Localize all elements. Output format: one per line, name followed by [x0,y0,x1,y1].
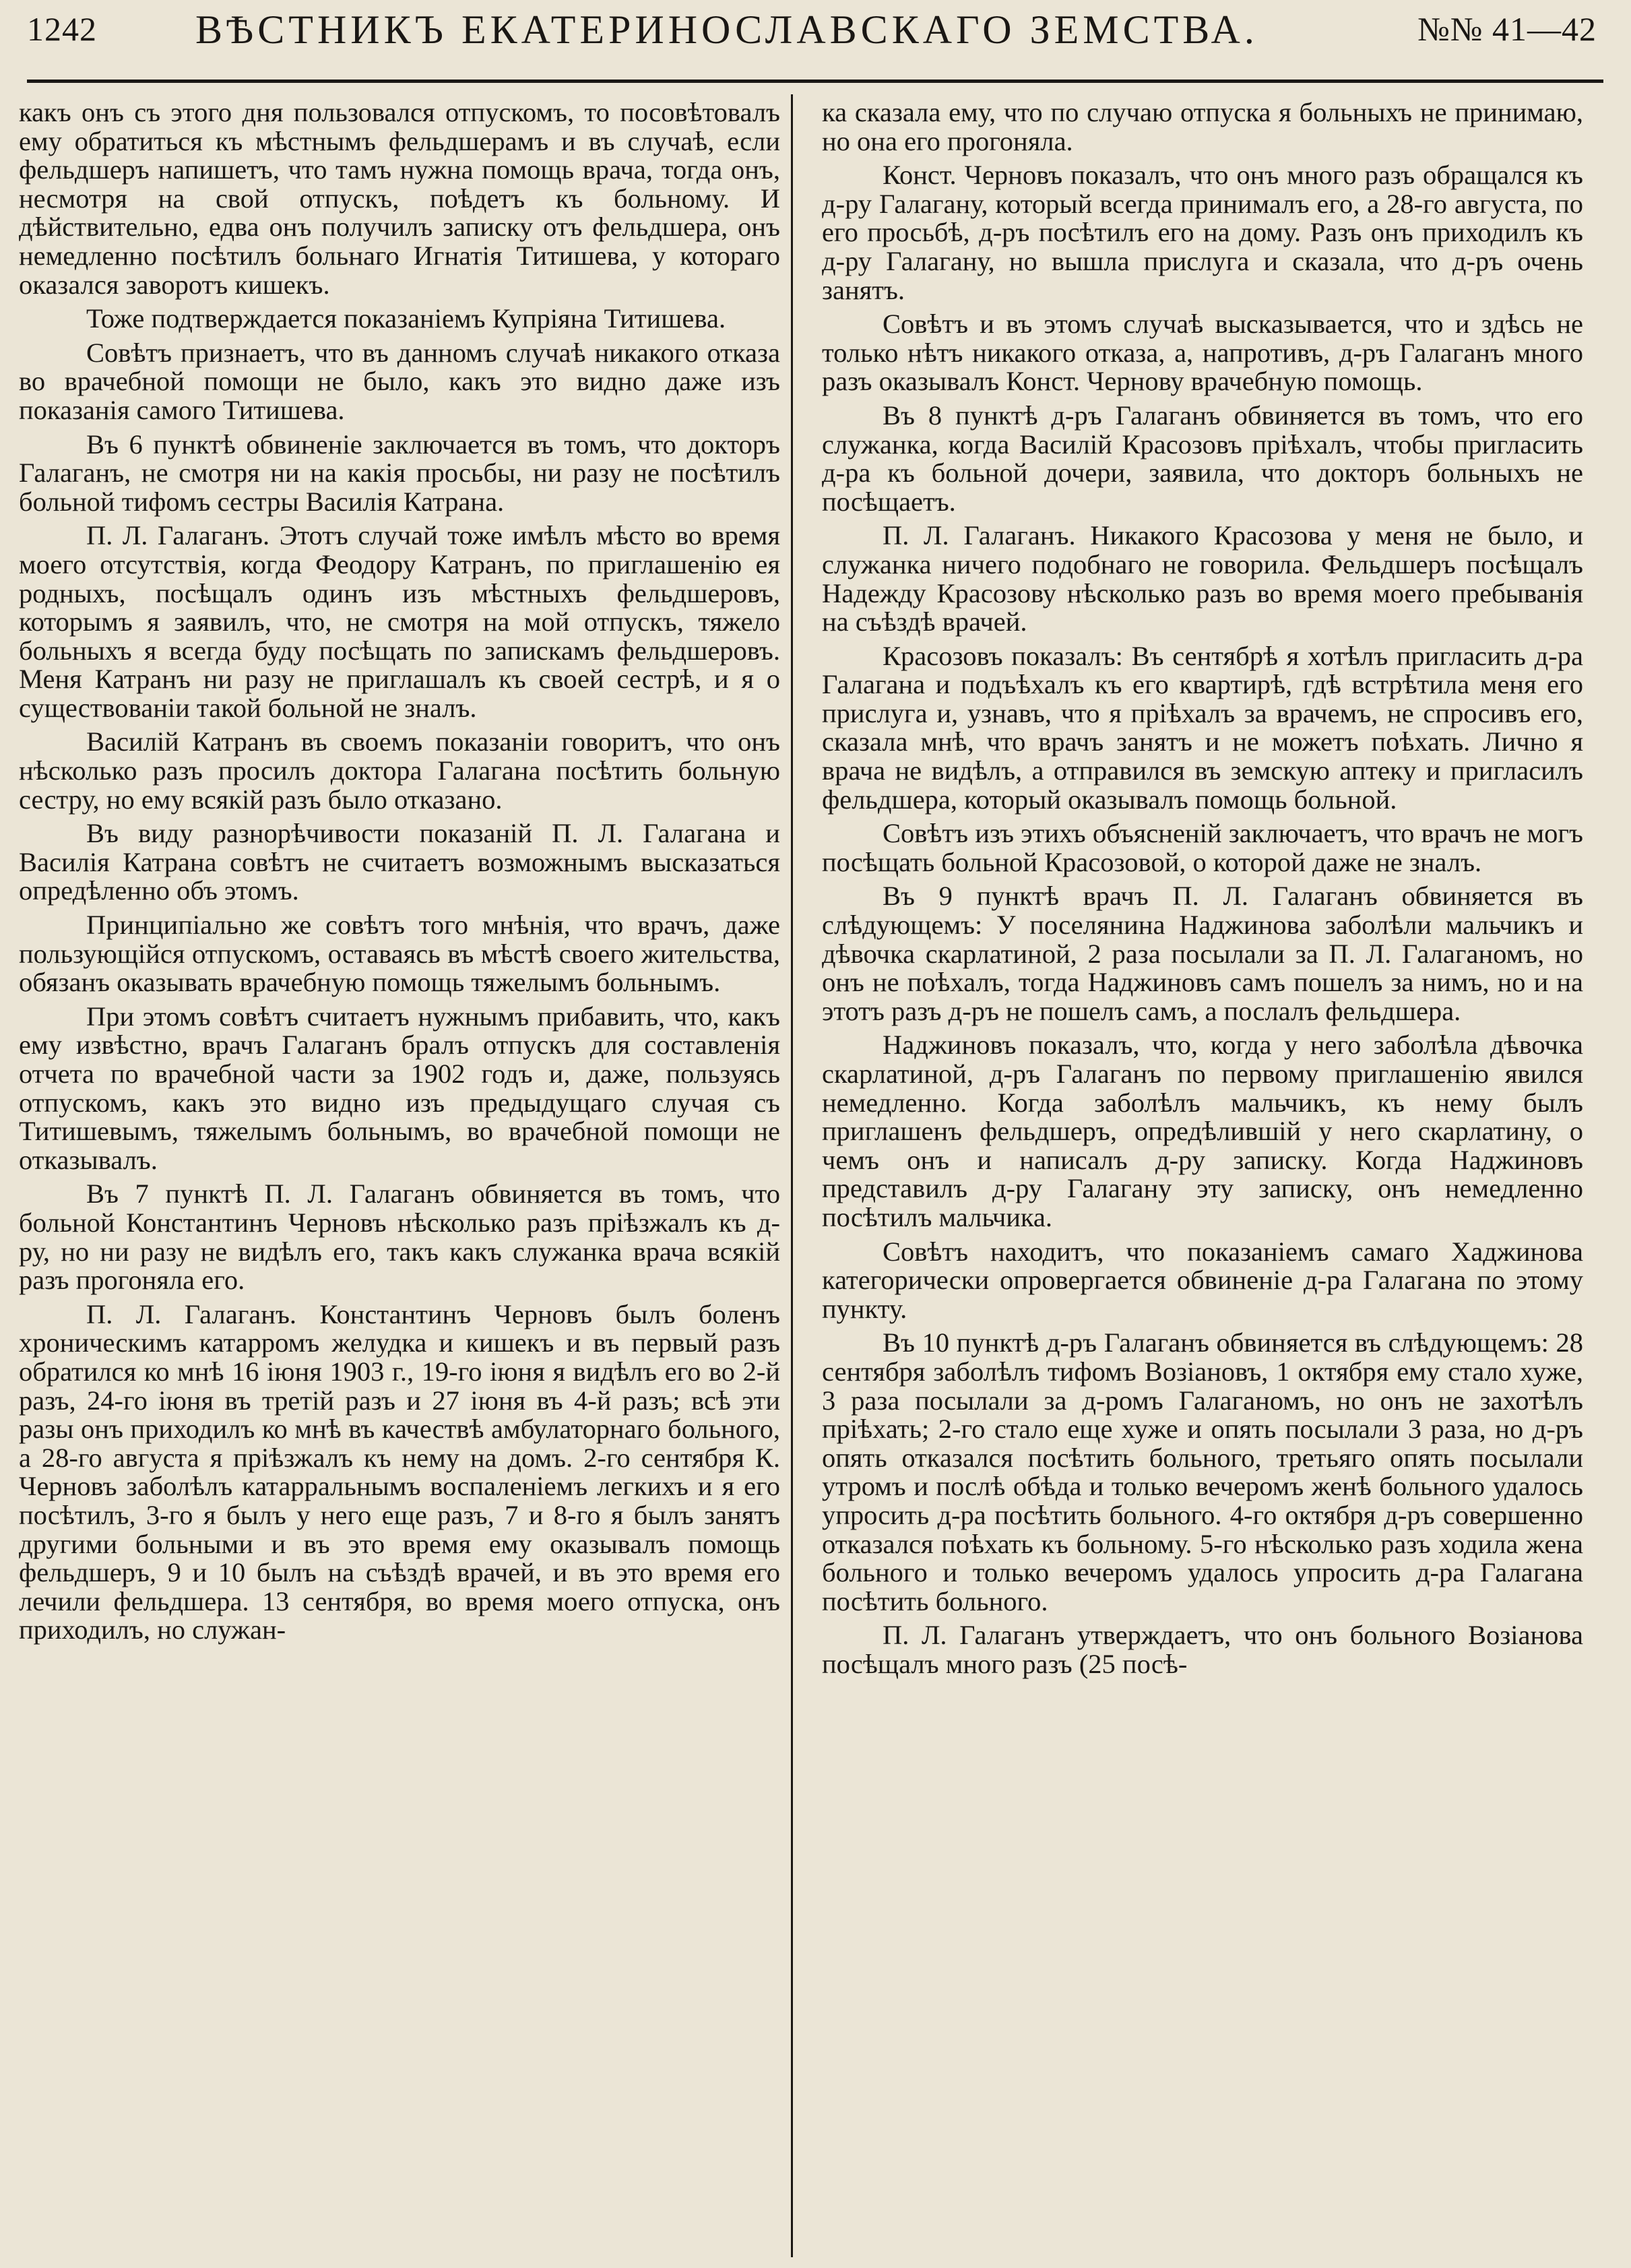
paragraph: Въ виду разнорѣчивости показаній П. Л. Галагана и Василія Катрана совѣтъ не считаетъ возможнымъ высказаться опредѣленно объ этомъ. [19,818,780,906]
issue-number: №№ 41—42 [1417,10,1597,48]
paragraph: Красозовъ показалъ: Въ сентябрѣ я хотѣлъ пригласить д-ра Галагана и подъѣхалъ къ его квартирѣ, гдѣ встрѣтила меня его прислуга и, узнавъ, что я пріѣхалъ за врачемъ, не спросивъ его, сказала мнѣ, что врачъ занятъ и не можетъ поѣхать. Лично я врача не видѣлъ, а отправился въ земскую аптеку и пригласилъ фельдшера, который оказывалъ помощь больной. [822,640,1583,815]
paragraph: Наджиновъ показалъ, что, когда у него заболѣла дѣвочка скарлатиной, д-ръ Галаганъ по первому приглашенію явился немедленно. Когда заболѣлъ мальчикъ, къ нему былъ приглашенъ фельдшеръ, опредѣлившій у него скарлатину, о чемъ онъ и написалъ д-ру записку. Когда Наджиновъ представилъ д-ру Галагану эту записку, онъ немедленно посѣтилъ мальчика. [822,1030,1583,1232]
paragraph: Въ 6 пунктѣ обвиненіе заключается въ томъ, что докторъ Галаганъ, не смотря ни на какія просьбы, ни разу не посѣтилъ больной тифомъ сестры Василія Катрана. [19,429,780,517]
column-divider [791,94,793,2257]
paragraph: Въ 7 пунктѣ П. Л. Галаганъ обвиняется въ томъ, что больной Константинъ Черновъ нѣсколько разъ пріѣзжалъ къ д-ру, но ни разу не видѣлъ его, такъ какъ служанка врача всякій разъ прогоняла его. [19,1178,780,1296]
paragraph: какъ онъ съ этого дня пользовался отпускомъ, то посовѣтовалъ ему обратиться къ мѣстнымъ фельдшерамъ и въ случаѣ, если фельдшеръ напишетъ, что тамъ нужна помощь врача, тогда онъ, несмотря на свой отпускъ, поѣдетъ къ больному. И дѣйствительно, едва онъ получилъ записку отъ фельдшера, онъ немедленно посѣтилъ больнаго Игнатія Титишева, у котораго оказался заворотъ кишекъ. [19,98,780,300]
paragraph: Совѣтъ находитъ, что показаніемъ самаго Хаджинова категорически опровергается обвиненіе д-ра Галагана по этому пункту. [822,1236,1583,1324]
paragraph: Въ 8 пунктѣ д-ръ Галаганъ обвиняется въ томъ, что его служанка, когда Василій Красозовъ пріѣхалъ, чтобы пригласить д-ра къ больной дочери, заявила, что докторъ больныхъ не посѣщаетъ. [822,400,1583,517]
header-rule [27,80,1603,83]
paragraph: Принципіально же совѣтъ того мнѣнія, что врачъ, даже пользующійся отпускомъ, оставаясь въ мѣстѣ своего жительства, обязанъ оказывать врачебную помощь тяжелымъ больнымъ. [19,910,780,998]
right-column [822,98,1583,2261]
paragraph: Совѣтъ признаетъ, что въ данномъ случаѣ никакого отказа во врачебной помощи не было, какъ это видно даже изъ показанія самого Титишева. [19,337,780,425]
paragraph: П. Л. Галаганъ. Константинъ Черновъ былъ боленъ хроническимъ катарромъ желудка и кишекъ и въ первый разъ обратился ко мнѣ 16 іюня 1903 г., 19-го іюня я видѣлъ его во 2-й разъ, 24-го іюня въ третій разъ и 27 іюня въ 4-й разъ; всѣ эти разы онъ приходилъ ко мнѣ въ качествѣ амбулаторнаго больного, а 28-го августа я пріѣзжалъ къ нему на домъ. 2-го сентября К. Черновъ заболѣлъ катарральнымъ воспаленіемъ легкихъ и я его посѣтилъ, 3-го я былъ у него еще разъ, 7 и 8-го я былъ занятъ другими больными и въ это время ему оказывалъ помощь фельдшеръ, 9 и 10 былъ на съѣздѣ врачей, и въ это время его лечили фельдшера. 13 сентября, во время моего отпуска, онъ приходилъ, но служан- [19,1298,780,1645]
page-number: 1242 [27,10,97,48]
paragraph: Конст. Черновъ показалъ, что онъ много разъ обращался къ д-ру Галагану, который всегда принималъ его, а 28-го августа, по его просьбѣ, д-ръ посѣтилъ его на дому. Разъ онъ приходилъ къ д-ру Галагану, но вышла прислуга и сказала, что д-ръ очень занятъ. [822,160,1583,305]
paragraph: ка сказала ему, что по случаю отпуска я больныхъ не принимаю, но она его прогоняла. [822,98,1583,156]
journal-title: ВѢСТНИКЪ ЕКАТЕРИНОСЛАВСКАГО ЗЕМСТВА. [195,7,1258,52]
paragraph: Въ 9 пунктѣ врачъ П. Л. Галаганъ обвиняется въ слѣдующемъ: У поселянина Наджинова заболѣли мальчикъ и дѣвочка скарлатиной, 2 раза посылали за П. Л. Галаганомъ, но онъ не поѣхалъ, тогда Наджиновъ самъ пошелъ за нимъ, но и на этотъ разъ д-ръ не пошелъ самъ, а послалъ фельдшера. [822,881,1583,1026]
paragraph: П. Л. Галаганъ утверждаетъ, что онъ больного Возіанова посѣщалъ много разъ (25 посѣ- [822,1620,1583,1679]
paragraph: Василій Катранъ въ своемъ показаніи говоритъ, что онъ нѣсколько разъ просилъ доктора Галагана посѣтить больную сестру, но ему всякій разъ было отказано. [19,726,780,815]
page-header [27,7,1603,74]
paragraph: Тоже подтверждается показаніемъ Купріяна Титишева. [86,303,726,334]
left-column [19,98,780,2261]
paragraph: Совѣтъ изъ этихъ объясненій заключаетъ, что врачъ не могъ посѣщать больной Красозовой, о которой даже не зналъ. [822,818,1583,877]
paragraph: При этомъ совѣтъ считаетъ нужнымъ прибавить, что, какъ ему извѣстно, врачъ Галаганъ бралъ отпускъ для составленія отчета по врачебной части за 1902 годъ и, даже, пользуясь отпускомъ, какъ это видно изъ предыдущаго случая съ Титишевымъ, тяжелымъ больнымъ, во врачебной помощи не отказывалъ. [19,1001,780,1175]
paragraph: П. Л. Галаганъ. Этотъ случай тоже имѣлъ мѣсто во время моего отсутствія, когда Феодору Катранъ, по приглашенію ея родныхъ, посѣщалъ одинъ изъ мѣстныхъ фельдшеровъ, которымъ я заявилъ, что, не смотря на мой отпускъ, тяжело больныхъ я всегда буду посѣщать по запискамъ фельдшеровъ. Меня Катранъ ни разу не приглашалъ къ своей сестрѣ, и я о существованіи такой больной не зналъ. [19,520,780,723]
paragraph: Въ 10 пунктѣ д-ръ Галаганъ обвиняется въ слѣдующемъ: 28 сентября заболѣлъ тифомъ Возіановъ, 1 октября ему стало хуже, 3 раза посылали за д-ромъ Галаганомъ, но онъ не захотѣлъ пріѣхать; 2-го стало еще хуже и опять посылали 3 раза, но д-ръ опять отказался посѣтить больного, третьяго опять посылали утромъ и послѣ обѣда и только вечеромъ женѣ больного удалось упросить д-ра посѣтить больного. 4-го октября д-ръ совершенно отказался поѣхать къ больному. 5-го нѣсколько разъ ходила жена больного и только вечеромъ удалось упросить д-ра Галагана посѣтить больного. [822,1327,1583,1616]
paragraph: Совѣтъ и въ этомъ случаѣ высказывается, что и здѣсь не только нѣтъ никакого отказа, а, напротивъ, д-ръ Галаганъ много разъ оказывалъ Конст. Чернову врачебную помощь. [822,309,1583,397]
paragraph: П. Л. Галаганъ. Никакого Красозова у меня не было, и служанка ничего подобнаго не говорила. Фельдшеръ посѣщалъ Надежду Красозову нѣсколько разъ во время моего пребыванія на съѣздѣ врачей. [822,520,1583,637]
